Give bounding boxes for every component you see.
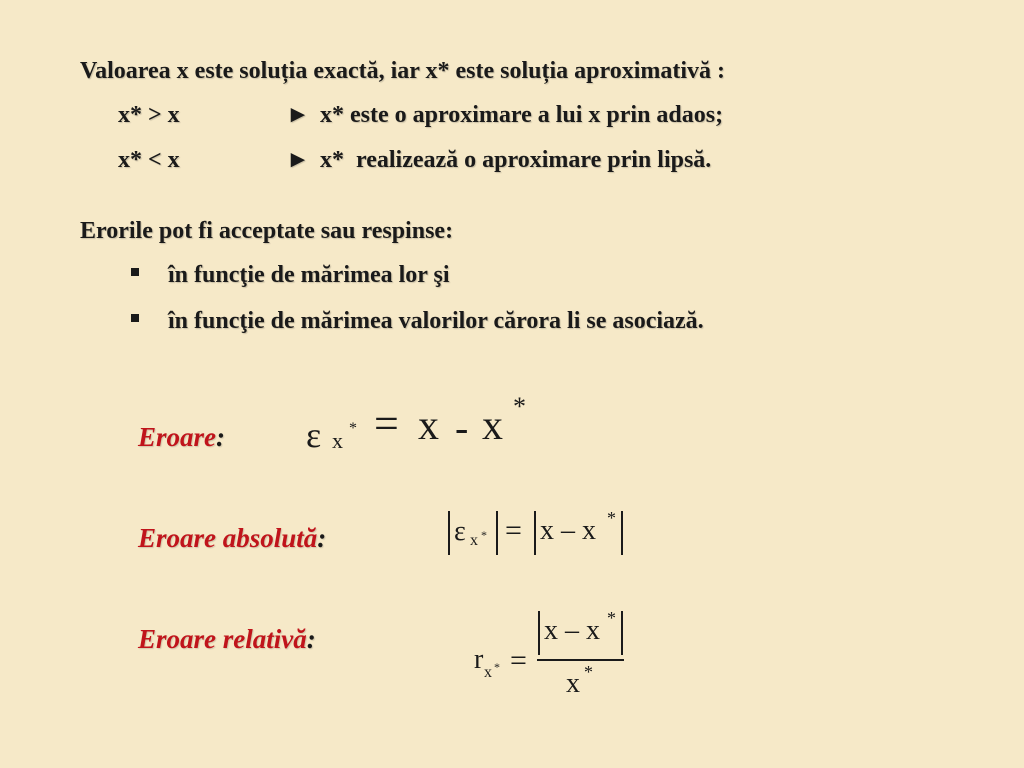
case-1-arrow-icon: ►	[286, 102, 310, 128]
epsilon-symbol: ε	[306, 415, 322, 455]
rel-numerator-star: *	[607, 608, 616, 628]
case-2-arrow-icon: ►	[286, 147, 310, 173]
subscript-star: *	[494, 660, 500, 674]
r-symbol: r	[474, 644, 484, 675]
case-1-text: x* este o aproximare a lui x prin adaos;	[320, 102, 724, 128]
rhs-xstar: x	[482, 403, 503, 449]
subscript-star: *	[349, 420, 357, 437]
case-2-text: x* realizează o aproximare prin lipsă.	[320, 147, 712, 173]
equals-sign: =	[374, 399, 399, 448]
eroare-label: Eroare:	[138, 422, 226, 452]
abs-bar-right-2	[621, 511, 623, 555]
epsilon-symbol: ε	[454, 516, 466, 547]
abs-bar-left-1	[448, 511, 450, 555]
abs-bar-right-1	[496, 511, 498, 555]
rel-numerator: x – x	[544, 615, 600, 646]
errors-bullet-1: în funcţie de mărimea lor şi	[168, 262, 450, 288]
fraction-line	[537, 659, 624, 661]
rhs-x: x	[418, 403, 439, 449]
subscript-x: x	[484, 664, 492, 681]
rel-bar-right	[621, 611, 623, 655]
errors-bullet-2: în funcţie de mărimea valorilor cărora li se asociază.	[168, 308, 704, 334]
equals-sign: =	[510, 644, 527, 677]
equals-sign: =	[505, 514, 522, 547]
square-bullet-icon	[131, 268, 139, 276]
errors-heading: Erorile pot fi acceptate sau respinse:	[80, 218, 454, 244]
case-1-condition: x* > x	[118, 102, 180, 128]
square-bullet-icon	[131, 314, 139, 322]
intro-heading: Valoarea x este soluția exactă, iar x* este soluția aproximativă :	[80, 58, 726, 84]
case-2-condition: x* < x	[118, 147, 180, 173]
subscript-x: x	[470, 532, 478, 549]
eroare-relativa-label: Eroare relativă:	[138, 624, 316, 654]
abs-bar-left-2	[534, 511, 536, 555]
abs-rhs-star: *	[607, 508, 616, 528]
eroare-absoluta-label: Eroare absolută:	[138, 523, 327, 553]
rel-bar-left	[538, 611, 540, 655]
rel-denominator: x	[566, 668, 580, 699]
rel-denominator-star: *	[584, 662, 593, 682]
minus-sign: -	[455, 405, 469, 450]
rhs-star: *	[513, 392, 526, 421]
subscript-star: *	[481, 528, 487, 542]
abs-rhs: x – x	[540, 515, 596, 546]
subscript-x: x	[332, 428, 343, 453]
